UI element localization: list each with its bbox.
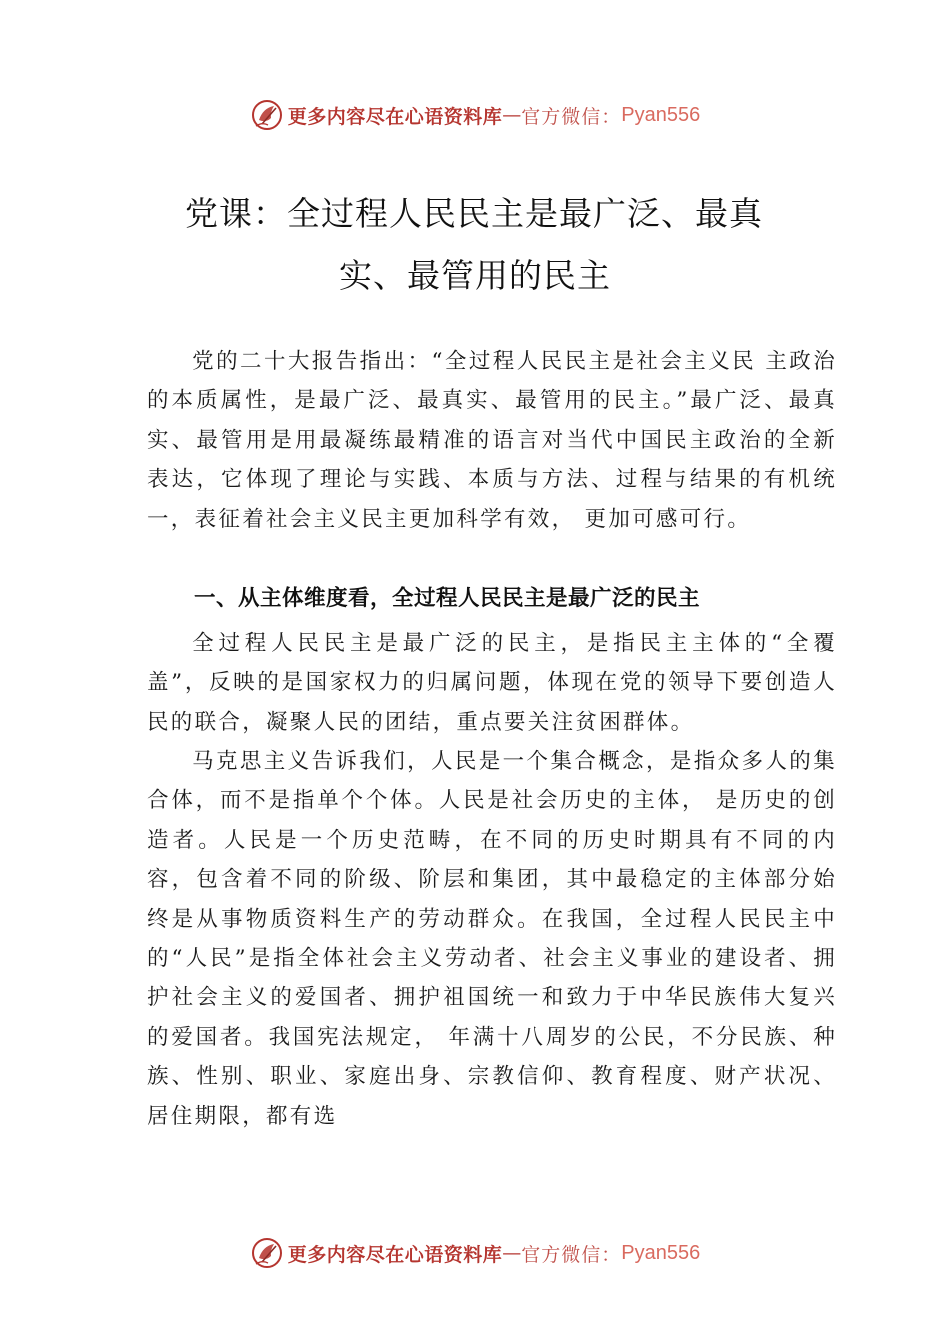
header-brand-text: 更多内容尽在心语资料库 (287, 105, 503, 128)
footer-wechat-label: 官方微信： (521, 1243, 622, 1266)
section-1-paragraph-1-block (147, 624, 837, 742)
footer-brand-text: 更多内容尽在心语资料库 (287, 1243, 503, 1266)
header-wechat-label: 官方微信： (521, 105, 622, 128)
section-1-paragraph-1: 全过程人民民主是最广泛的民主，是指民主主体的“全覆盖”，反映的是国家权力的归属问题，体现在党的领导下要创造人民的联合，凝聚人民的团结，重点要关注贫困群体。 (147, 631, 837, 735)
brand-logo-icon (250, 1236, 284, 1270)
document-title-line-2: 实、最管用的民主 (339, 256, 611, 295)
header-wechat-id: Pyan556 (621, 103, 701, 126)
section-1-paragraph-2: 马克思主义告诉我们，人民是一个集合概念，是指众多人的集合体，而不是指单个个体。人民是社会历史的主体， 是历史的创造者。人民是一个历史范畴，在不同的历史时期具有不同的内容，包含着不同的阶级、阶层和集团，其中最稳定的主体部分始终是从事物质资料生产的劳动群众。在我国，全过程人民民主中的“人民”是指全体社会主义劳动者、社会主义事业的建设者、拥护社会主义的爱国者、拥护祖国统一和致力于中华民族伟大复兴的爱国者。我国宪法规定， 年满十八周岁的公民，不分民族、种族、性别、职业、家庭出身、宗教信仰、教育程度、财产状况、居住期限，都有选 (147, 749, 837, 1129)
intro-block (147, 342, 837, 539)
section-1-heading: 一、从主体维度看，全过程人民民主是最广泛的民主 (194, 586, 701, 611)
section-1-paragraph-2-block (147, 742, 837, 1136)
footer-banner (0, 1233, 950, 1273)
section-1-heading-block (147, 578, 837, 620)
footer-dash: — (502, 1242, 522, 1264)
footer-wechat-id: Pyan556 (621, 1241, 701, 1264)
header-banner (0, 95, 950, 135)
document-title-line-1: 党课：全过程人民民主是最广泛、最真 (185, 194, 763, 233)
header-dash: — (502, 104, 522, 126)
brand-logo-icon (250, 98, 284, 132)
intro-paragraph: 党的二十大报告指出：“全过程人民民主是社会主义民 主政治的本质属性，是最广泛、最真实、最管用的民主。”最广泛、最真实、最管用是用最凝练最精准的语言对当代中国民主政治的全新表达，它体现了理论与实践、本质与方法、过程与结果的有机统一，表征着社会主义民主更加科学有效， 更加可感可行。 (147, 349, 837, 532)
